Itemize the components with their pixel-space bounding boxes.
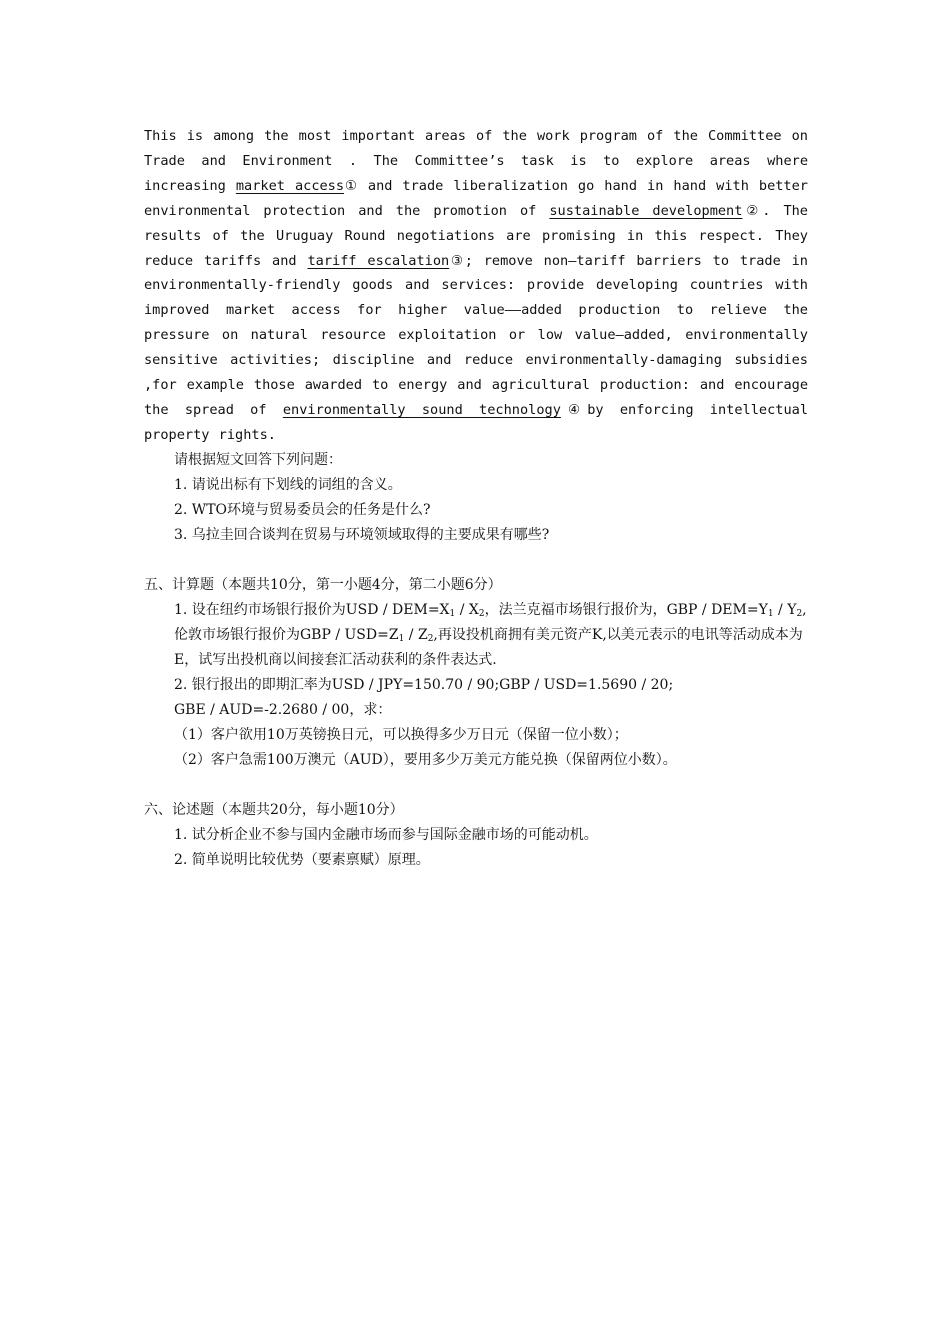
question-prompt: 请根据短文回答下列问题：	[174, 451, 342, 468]
section-heading-essay: 六、论述题（本题共20分，每小题10分）	[144, 801, 404, 818]
passage-text: ③; remove non—tariff barriers to trade in environmentally-friendly goods and services: provide developing countries with improved market access for higher value——added production to relieve the pressure on natural resource exploitation or low value—added, environmentally sensitive activities; discipline and reduce environmentally-damaging subsidies ,for example those awarded to energy and agricultural production: and encourage the spread of	[144, 252, 808, 418]
passage-text: This is among the most important areas of the work program of the Committee on Trade and Environment . The Committee’s task is to explore areas where increasing	[144, 128, 808, 194]
underlined-term-market-access: market access	[235, 177, 345, 194]
essay-question: 1. 试分析企业不参与国内金融市场而参与国际金融市场的可能动机。	[174, 826, 598, 843]
question-item: 1. 请说出标有下划线的词组的含义。	[174, 476, 402, 493]
passage-text: ②. The results of the Uruguay Round negotiations are promising in this respect. They reduce tariffs and	[144, 202, 808, 269]
question-item: 3. 乌拉圭回合谈判在贸易与环境领域取得的主要成果有哪些?	[174, 526, 550, 543]
essay-question: 2. 简单说明比较优势（要素禀赋）原理。	[174, 851, 430, 868]
spacer	[144, 548, 808, 573]
underlined-term-sustainable-development: sustainable development	[549, 202, 743, 219]
underlined-term-tariff-escalation: tariff escalation	[307, 252, 450, 269]
passage-text: ① and trade liberalization go hand in hand with better environmental protection and the promotion of	[144, 177, 808, 219]
underlined-term-environmentally-sound-technology: environmentally sound technology	[282, 401, 561, 418]
question-item: 2. WTO环境与贸易委员会的任务是什么?	[174, 501, 431, 518]
calculation-question-2: 2. 银行报出的即期汇率为USD / JPY=150.70 / 90;GBP / USD=1.5690 / 20;	[174, 676, 674, 693]
sub-question: （1）客户欲用10万英镑换日元，可以换得多少万日元（保留一位小数）；	[174, 726, 628, 743]
reading-passage	[144, 124, 808, 448]
section-heading-calculation: 五、计算题（本题共10分，第一小题4分，第二小题6分）	[144, 576, 502, 593]
exam-page	[144, 124, 808, 873]
calculation-question-1: 1. 设在纽约市场银行报价为USD / $DEM=X_1 / X_2$，法兰克福市场银行报价为，GBP / $DEM=Y_1 / Y_2$,伦敦市场银行报价为GBP / $USD=Z_1 / Z_2$,再设投机商拥有美元资产K,以美元表示的电讯等活动成本为E，试写出投机商以间接套汇活动获利的条件表达式.	[174, 601, 807, 668]
sub-question: （2）客户急需100万澳元（AUD），要用多少万美元方能兑换（保留两位小数）。	[174, 751, 677, 768]
calculation-question-2-continued: GBE / AUD=-2.2680 / 00，求：	[174, 701, 392, 718]
spacer	[144, 773, 808, 798]
passage-text: ④by enforcing intellectual property rights.	[144, 401, 808, 443]
